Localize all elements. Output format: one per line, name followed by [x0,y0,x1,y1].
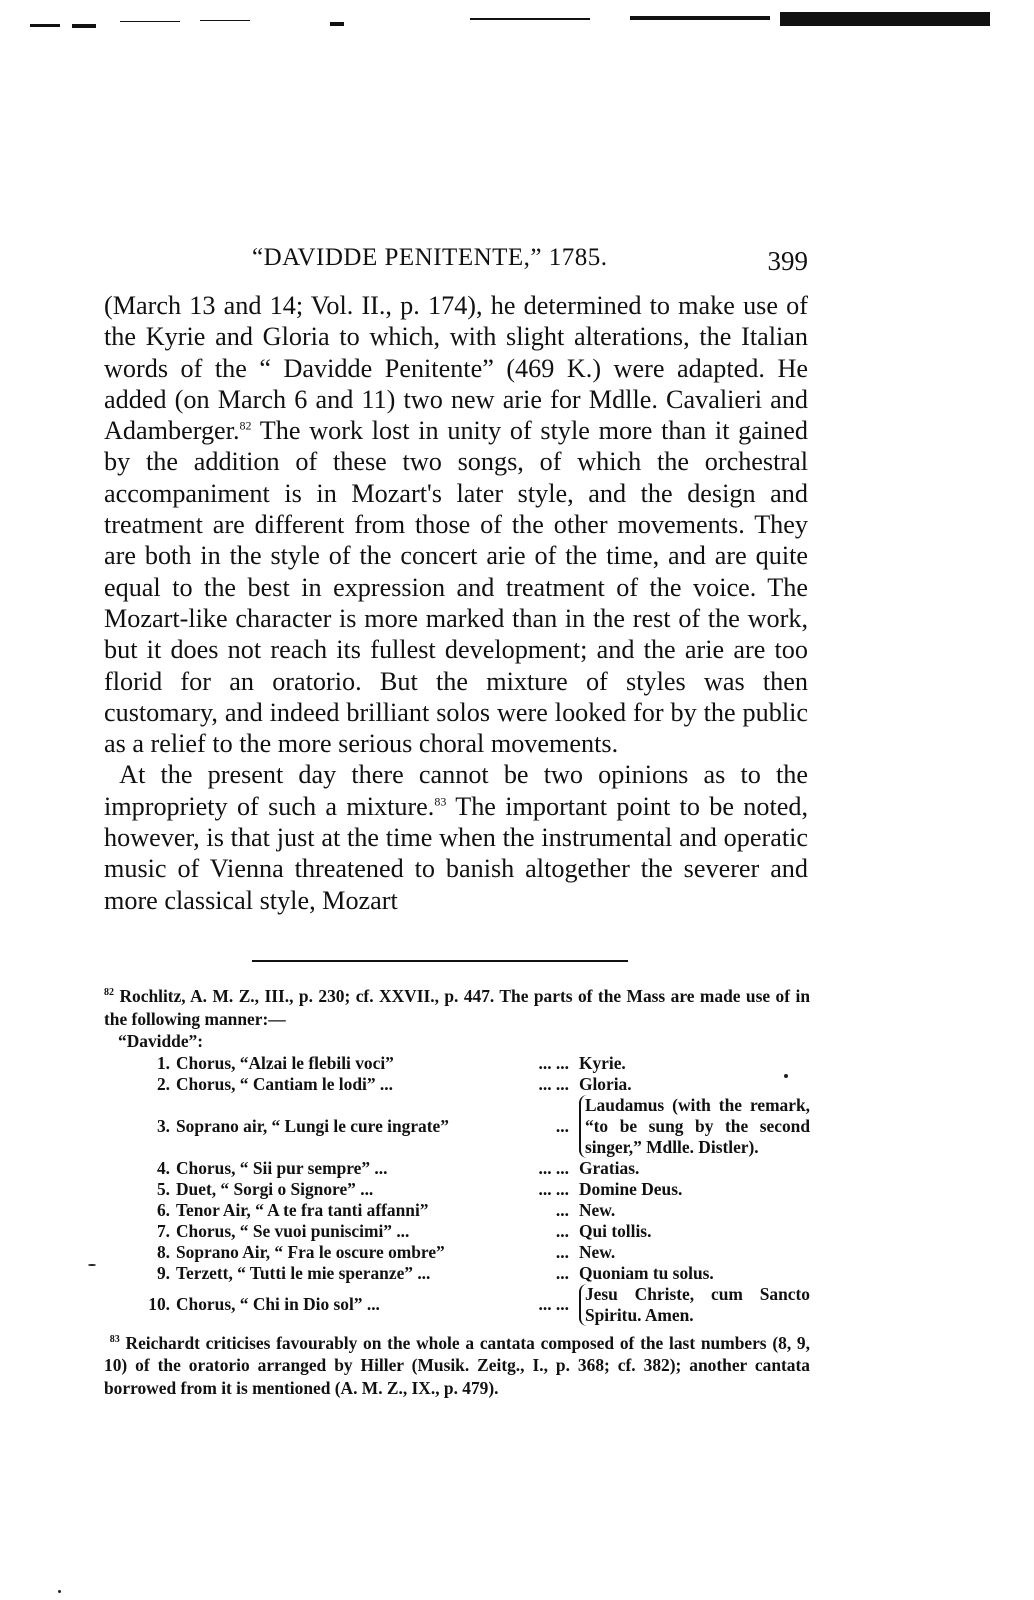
leader-dots: ... [555,1115,569,1136]
footnote-82 [104,985,810,1030]
list-item-work [148,1158,525,1179]
scan-artifact-top-edge [30,8,990,30]
mass-part-text: Qui tollis. [578,1220,652,1241]
table-row [148,1200,810,1221]
work-title: Chorus, “Alzai le flebili voci” [176,1052,394,1073]
table-row [148,1179,810,1200]
list-item-number: 4. [156,1157,170,1178]
table-row [148,1221,810,1242]
mass-part [579,1284,810,1326]
mass-part-text: Gratias. [578,1157,640,1178]
footnote-text: Rochlitz, A. M. Z., III., p. 230; cf. XXVII., p. 447. The parts of the Mass are made use of in the following manner:— [104,986,810,1029]
list-item-work [148,1221,525,1242]
scan-speck [88,1264,96,1266]
paragraph-text: The important point to be noted, however, is that just at the time when the instrumental and operatic music of Vienna threatened to banish altogether the severer and more classical style, Mozart [104,791,809,915]
page-number: 399 [767,246,808,276]
list-item-work [148,1053,525,1074]
scan-speck [784,1074,788,1078]
list-item-number: 7. [156,1220,170,1241]
list-heading: “Davidde”: [118,1031,204,1052]
work-title: Terzett, “ Tutti le mie speranze” ... [176,1262,431,1283]
mass-part-text: Kyrie. [578,1052,626,1073]
list-item-work [148,1095,525,1158]
list-item-work [148,1284,525,1326]
table-row [148,1095,810,1158]
list-item-work [148,1179,525,1200]
main-text [104,290,808,916]
mass-part-text: New. [578,1241,616,1262]
running-header [100,244,808,284]
mass-part [579,1095,810,1158]
list-item-number: 1. [156,1052,170,1073]
footnote-mark: 83 [109,1333,120,1345]
mass-part [579,1053,810,1074]
list-item-number: 5. [156,1178,170,1199]
footnote-reference[interactable]: 82 [239,418,252,433]
leader-dots: ... [555,1220,569,1241]
work-title: Chorus, “ Chi in Dio sol” ... [176,1294,380,1315]
leader-dots: ... ... [538,1157,569,1178]
table-row [148,1242,810,1263]
paragraph-text: At the present day there cannot be two opinions as to the impropriety of such a mixture. [104,760,808,821]
list-item-number: 3. [156,1115,170,1136]
table-row [148,1158,810,1179]
mass-part [579,1158,810,1179]
work-title: Tenor Air, “ A te fra tanti affanni” [176,1199,429,1220]
footnote-mark: 82 [104,987,114,999]
table-row [148,1284,810,1326]
work-title: Soprano air, “ Lungi le cure ingrate” [176,1115,449,1136]
list-item-number: 10. [148,1294,170,1315]
footnote-reference[interactable]: 83 [434,794,447,809]
work-title: Chorus, “ Cantiam le lodi” ... [176,1073,393,1094]
leader-dots: ... [555,1199,569,1220]
leader-dots: ... ... [538,1178,569,1199]
mass-part-text: Quoniam tu solus. [578,1262,714,1283]
work-title: Soprano Air, “ Fra le oscure ombre” [176,1241,445,1262]
table-row [148,1074,810,1095]
paragraph [104,759,808,915]
mass-part [579,1074,810,1095]
scan-speck [58,1590,61,1593]
leader-dots: ... ... [538,1294,569,1315]
footnotes [104,985,810,1400]
mass-part [579,1242,810,1263]
list-item-number: 6. [156,1199,170,1220]
list-item-number: 8. [156,1241,170,1262]
leader-dots: ... ... [538,1073,569,1094]
paragraph-text: (March 13 and 14; Vol. II., p. 174), he determined to make use of the Kyrie and Gloria to which, with slight alterations, the Italian words of the “ Davidde Penitente” (469 K.) were adapted. He added (on March 6 and 11) two new arie for Mdlle. Cavalieri and Adamberger. [104,291,808,446]
work-title: Duet, “ Sorgi o Signore” ... [176,1178,374,1199]
list-item-work [148,1200,525,1221]
footnote-divider [252,960,628,962]
mass-part [579,1263,810,1284]
paragraph [104,290,808,759]
footnote-text: Reichardt criticises favourably on the whole a cantata composed of the last numbers (8, 9, 10) of the oratorio arranged by Hiller (Musik. Zeitg., I., p. 368; cf. 382); another cantata borrowed from it is mentioned (A. M. Z., IX., p. 479). [104,1332,810,1398]
mass-parts-table [148,1053,810,1326]
table-row [148,1263,810,1284]
leader-dots: ... [555,1262,569,1283]
leader-dots: ... ... [538,1052,569,1073]
list-item-work [148,1263,525,1284]
list-item-number: 9. [156,1262,170,1283]
work-title: Chorus, “ Sii pur sempre” ... [176,1157,388,1178]
mass-part-text: Domine Deus. [578,1178,683,1199]
mass-part-text: Gloria. [578,1073,632,1094]
paragraph-text: The work lost in unity of style more than it gained by the addition of these two songs, of which the orchestral accompaniment is in Mozart's later style, and the design and treatment are different from those of the other movements. They are both in the style of the concert arie of the time, and are quite equal to the best in expression and treatment of the voice. The Mozart-like character is more marked than in the rest of the work, but it does not reach its fullest development; and the arie are too florid for an oratorio. But the mixture of styles was then customary, and indeed brilliant solos were looked for by the public as a relief to the more serious choral movements. [104,416,808,759]
leader-dots: ... [555,1241,569,1262]
list-item-number: 2. [156,1073,170,1094]
table-row [148,1053,810,1074]
list-item-work [148,1074,525,1095]
list-item-work [148,1242,525,1263]
mass-part [579,1221,810,1242]
braced-mass-part: Jesu Christe, cum Sancto Spiritu. Amen. [579,1284,810,1326]
mass-part [579,1200,810,1221]
mass-part-text: New. [578,1199,616,1220]
braced-mass-part: Laudamus (with the remark, “to be sung by the second singer,” Mdlle. Distler). [579,1095,810,1158]
running-title: “DAVIDDE PENITENTE,” 1785. [252,244,608,271]
mass-part [579,1179,810,1200]
footnote-83 [104,1332,810,1400]
work-title: Chorus, “ Se vuoi puniscimi” ... [176,1220,410,1241]
